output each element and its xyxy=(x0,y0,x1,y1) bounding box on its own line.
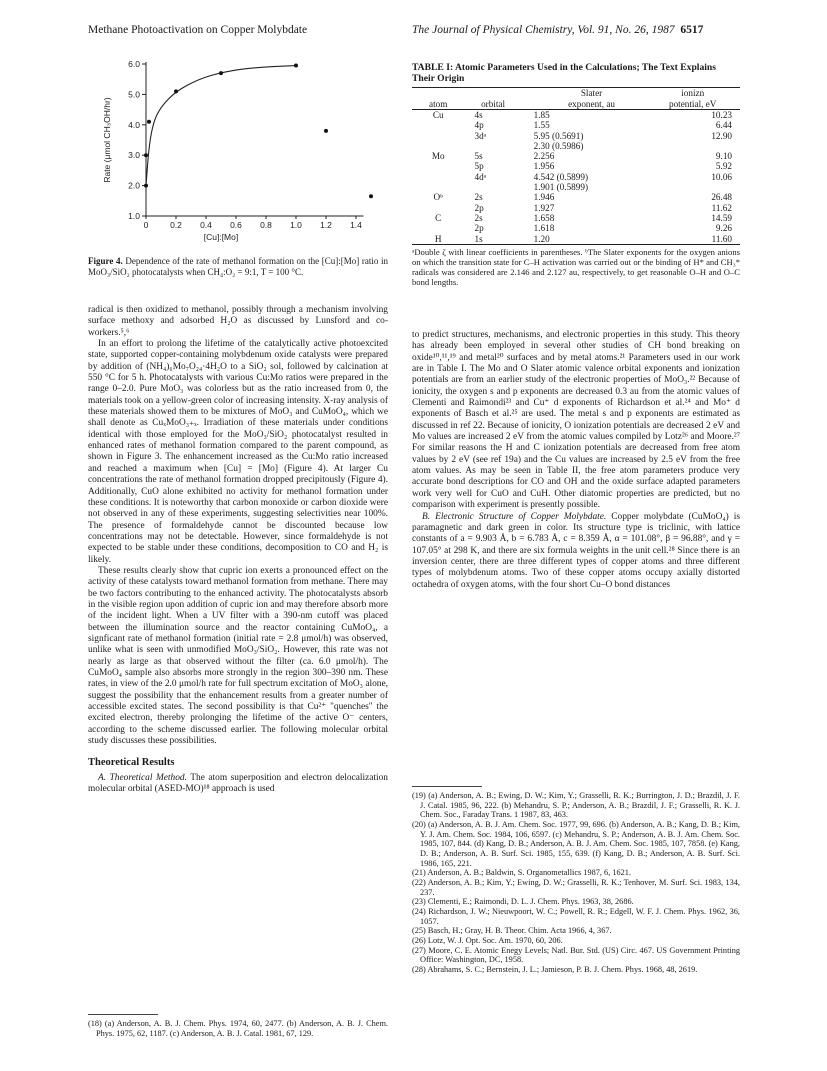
atomic-parameters-table xyxy=(412,87,740,245)
cell-atom xyxy=(412,131,464,141)
data-point xyxy=(147,120,151,124)
running-header-journal xyxy=(412,24,703,36)
cell-orbital: 4p xyxy=(474,120,484,131)
data-point xyxy=(369,194,373,198)
caption-text: Dependence of the rate of methanol formation on the [Cu]:[Mo] ratio in MoO₃/SiO₂ photocatalysts when CH₄:O₂ = 9:1, T = 100 °C. xyxy=(88,256,388,277)
table-row xyxy=(412,234,740,245)
cell-atom xyxy=(412,182,464,192)
header-orbital: orbital xyxy=(464,99,513,110)
figure-4 xyxy=(88,56,388,246)
subsection-text: Copper molybdate (CuMoO₄) is paramagnetic and dark green in color. Its structure type is triclinic, with lattice constants of a = 9.903 Å, b = 6.783 Å, c = 8.359 Å, α = 101.08°, β = 96.88°, and γ = 107.05° at 298 K, and there are six formula weights in the unit cell.²⁸ Since there is an inversion center, there are three different types of copper atoms and three different types of molybdenum atoms. Two of these copper atoms occupy axially distorted octahedra of oxygen atoms, with the four short Cu–O bond distances xyxy=(412,511,741,590)
y-tick-label: 1.0 xyxy=(128,211,140,221)
cell-exponent: 1.618 xyxy=(533,223,555,234)
cell-exponent: 1.901 (0.5899) xyxy=(533,182,589,193)
x-tick-label: 0.6 xyxy=(230,220,242,230)
cell-orbital: 3dᵃ xyxy=(474,130,487,141)
y-axis-label: Rate (μmol CH₃OH/hr) xyxy=(102,97,112,183)
x-axis-label: [Cu]:[Mo] xyxy=(203,232,239,242)
reference: (23) Clementi, E.; Raimondi, D. L. J. Chem. Phys. 1963, 38, 2686. xyxy=(412,897,634,907)
caption-label: Figure 4. xyxy=(88,256,123,266)
right-column-text xyxy=(412,330,740,591)
reference: (26) Lotz, W. J. Opt. Soc. Am. 1970, 60, 206. xyxy=(412,935,563,945)
paragraph xyxy=(412,512,740,591)
table-row xyxy=(412,110,740,121)
cell-ip: 11.60 xyxy=(651,234,740,245)
table-row xyxy=(412,213,740,223)
cell-atom: Cu xyxy=(432,110,444,120)
cell-atom xyxy=(412,120,464,130)
paragraph: These results clearly show that cupric ion exerts a pronounced effect on the activity of these catalysts toward methanol formation from methane. There may be two factors contributing to the enhanced activity. The photocatalysts absorb in the visible region upon addition of cupric ion and may therefore absorb more of the incident light. When a UV filter with a 390-nm cutoff was placed between the illumination source and the reactor containing CuMoO₄, a signficant rate of methanol formation (initial rate = 2.8 μmol/h) was observed, unlike what is seen with unmodified MoO₃/SiO₂. However, this rate was not nearly as large as that observed without the filter (ca. 6.0 μmol/h). The CuMoO₄ sample also absorbs more strongly in the region 300–390 nm. These rates, in view of the 2.0 μmol/h rate for full spectrum excitation of MoO₃ alone, suggest the possibility that the enhancement results from a greater number of accessible excited states. The second possibility is that Cu²⁺ "quenches" the excited electron, thereby prolonging the lifetime of the active O⁻ centers, according to the scheme discussed earlier. The following molecular orbital study discusses these possibilities. xyxy=(88,565,388,747)
paragraph xyxy=(88,773,388,796)
table-1 xyxy=(412,62,740,287)
table-row xyxy=(412,172,740,182)
reference: (20) (a) Anderson, A. B. J. Am. Chem. Soc. 1977, 99, 696. (b) Anderson, A. B.; Kang, D. B.; Kim, Y. J. Am. Chem. Soc. 1984, 106, 6597. (c) Mehandru, S. P.; Anderson, A. B. J. Am. Chem. Soc. 1985, 107, 844. (d) Kang, D. B.; Anderson, A. B. J. Am. Chem. Soc. 1985, 107, 7858. (e) Kang, D. B.; Anderson, A. B. Surf. Sci. 1985, 155, 639. (f) Kang, D. B.; Anderson, A. B. Surf. Sci. 1986, 165, 221. xyxy=(412,819,740,868)
cell-exponent: 1.927 xyxy=(533,202,555,213)
left-column-text xyxy=(88,305,388,795)
reference: (28) Abrahams, S. C.; Bernstein, J. L.; Jamieson, P. B. J. Chem. Phys. 1968, 48, 2619. xyxy=(412,964,698,974)
cell-exponent: 2.30 (0.5986) xyxy=(533,140,584,151)
footnote: (18) (a) Anderson, A. B. J. Chem. Phys. 1974, 60, 2477. (b) Anderson, A. B. J. Chem. Phys. 1975, 62, 1187. (c) Anderson, A. B. J. Catal. 1981, 67, 129. xyxy=(88,1019,388,1038)
page-number: 6517 xyxy=(680,24,704,36)
cell-atom: C xyxy=(435,212,442,223)
cell-exponent: 5.95 (0.5691) xyxy=(533,130,584,141)
cell-exponent: 4.542 (0.5899) xyxy=(533,171,589,182)
x-tick-label: 0 xyxy=(143,220,149,230)
table-row xyxy=(412,223,740,233)
x-tick-label: 0.2 xyxy=(170,220,182,230)
data-point xyxy=(294,64,298,68)
table-footnotes: ᵃDouble ζ with linear coefficients in parentheses. ᵇThe Slater exponents for the oxygen anions on which the transition state for C–H activation was carried out or the binding of H* and CH₃* radicals was considered are 2.146 and 2.127 au, respectively, to get reasonable O–H and O–C bond lengths. xyxy=(412,246,740,287)
cell-orbital: 2s xyxy=(474,212,483,223)
cell-orbital: 4s xyxy=(474,110,483,120)
cell-exponent: 2.256 xyxy=(533,151,555,162)
cell-orbital: 5s xyxy=(474,151,483,162)
cell-atom xyxy=(412,172,464,182)
cell-orbital: 5p xyxy=(474,161,484,172)
y-tick-label: 6.0 xyxy=(128,59,140,69)
figure-4-caption xyxy=(88,256,388,277)
cell-orbital: 2p xyxy=(474,223,484,234)
left-footnotes xyxy=(88,1014,388,1038)
y-tick-label: 2.0 xyxy=(128,180,140,191)
x-tick-label: 1.0 xyxy=(290,220,302,230)
table-row xyxy=(412,161,740,171)
cell-ip: 10.23 xyxy=(711,110,732,120)
reference: (22) Anderson, A. B.; Kim, Y.; Ewing, D. W.; Grasselli, R. K.; Tenhover, M. Surf. Sci. 1983, 134, 237. xyxy=(412,877,740,897)
header-atom: atom xyxy=(412,99,464,110)
header-ionizn: ionizn xyxy=(651,88,740,99)
cell-ip: 9.26 xyxy=(715,223,732,234)
cell-exponent: 1.55 xyxy=(533,120,550,131)
cell-ip: 6.44 xyxy=(715,120,732,131)
subsection-text: The atom superposition and electron delocalization molecular orbital (ASED-MO)¹⁸ approach is used xyxy=(88,772,388,795)
subsection-title: B. Electronic Structure of Copper Molybdate. xyxy=(422,511,607,522)
cell-ip: 9.10 xyxy=(715,151,732,162)
data-point xyxy=(144,184,148,188)
cell-atom: Mo xyxy=(431,151,445,162)
y-ticks xyxy=(128,59,146,221)
section-heading: Theoretical Results xyxy=(88,757,175,769)
cell-exponent: 1.956 xyxy=(533,161,555,172)
cell-ip: 26.48 xyxy=(711,192,732,203)
reference: (19) (a) Anderson, A. B.; Ewing, D. W.; Kim, Y.; Grasselli, R. K.; Burrington, J. D.; Brazdil, J. F. J. Catal. 1985, 96, 222. (b) Mehandru, S. P.; Anderson, A. B.; Brazdil, J. F.; Grasselli, R. K. J. Chem. Soc., Faraday Trans. 1 1987, 83, 463. xyxy=(412,791,740,820)
table-row xyxy=(412,182,740,192)
cell-ip: 14.59 xyxy=(711,212,732,223)
header-exponent: exponent, au xyxy=(514,99,652,110)
table-row xyxy=(412,131,740,141)
paragraph: In an effort to prolong the lifetime of the catalytically active photoexcited state, supported copper-containing molybdenum oxide catalysts were prepared by addition of (NH₄)₆Mo₇O₂₄·4H₂O to a SiO₂ sol, followed by calcination at 550 °C for 5 h. Photocatalysts with various Cu:Mo ratios were prepared in the range 0–2.0. Pure MoO₃ was colorless but as the ratio increased from 0, the materials took on a yellow-green color of increasing intensity. X-ray analysis of these materials showed them to be mixtures of MoO₃ and CuMoO₄, which we shall denote as CuₓMoO₃₊ₓ. Irradiation of these materials under conditions identical with those employed for the MoO₃/SiO₂ photocatalyst resulted in enhanced rates of methanol formation compared to the parent compound, as shown in Figure 3. The enhancement increased as the Cu:Mo ratio increased and reached a maximum when [Cu] = [Mo] (Figure 4). At larger Cu concentrations the rate of methanol formation dropped precipitously (Figure 4). Additionally, CuO alone exhibited no activity for methanol formation under these conditions. It is noteworthy that carbon monoxide or carbon dioxide were not observed in any of these experiments, suggesting selectivities near 100%. The presence of formaldehyde cannot be discounted because low concentrations may not be detectable. However, since formaldehyde is not expected to be stable under these conditions, decomposition to CO and H₂ is likely. xyxy=(88,339,388,565)
right-footnotes xyxy=(412,786,740,974)
reference: (25) Basch, H.; Gray, H. B. Theor. Chim. Acta 1966, 4, 367. xyxy=(412,926,612,936)
data-point xyxy=(174,89,178,93)
x-tick-label: 1.4 xyxy=(350,220,362,230)
header-slater: Slater xyxy=(514,88,652,99)
cell-atom xyxy=(412,223,464,233)
cell-ip: 11.62 xyxy=(711,202,732,213)
cell-orbital: 4dᵃ xyxy=(474,171,487,182)
y-tick-label: 5.0 xyxy=(128,89,140,100)
cell-orbital: 1s xyxy=(464,234,513,245)
reference: (21) Anderson, A. B.; Baldwin, S. Organometallics 1987, 6, 1621. xyxy=(412,868,632,878)
x-tick-label: 0.4 xyxy=(200,220,212,230)
x-tick-label: 1.2 xyxy=(320,220,332,230)
reference: (24) Richardson, J. W.; Nieuwpoort, W. C.; Powell, R. R.; Edgell, W. F. J. Chem. Phys. 1962, 36, 1057. xyxy=(412,906,740,926)
cell-ip: 12.90 xyxy=(711,130,732,141)
table-row xyxy=(412,203,740,213)
cell-exponent: 1.658 xyxy=(533,212,555,223)
cell-ip xyxy=(651,182,740,192)
cell-atom xyxy=(412,203,464,213)
cell-exponent: 1.946 xyxy=(533,192,555,203)
cell-ip: 5.92 xyxy=(715,161,732,172)
cell-orbital xyxy=(464,141,513,151)
cell-ip: 10.06 xyxy=(711,171,732,182)
table-row xyxy=(412,120,740,130)
paragraph: to predict structures, mechanisms, and electronic properties in this study. This theory has already been employed in several other studies of CH bond breaking on oxide¹⁰,¹¹,¹⁹ and metal²⁰ surfaces and by metal atoms.²¹ Parameters used in our work are in Table I. The Mo and O Slater atomic valence orbital exponents and ionization potentials are from an earlier study of the electronic properties of MoO₃.²² Because of ionicity, the oxygen s and p exponents are decreased 0.3 au from the atomic values of Clementi and Raimondi²³ and Cu⁺ d exponents of Richardson et al.²⁴ and Mo⁺ d exponents of Basch et al.²⁵ are used. The metal s and p exponents are estimated as discussed in ref 22. Because of ionicity, O ionization potentials are decreased 2 eV and Mo values are increased 2 eV from the atomic values compiled by Lotz²⁶ and Moore.²⁷ For similar reasons the H and C ionization potentials are decreased from free atom values by 2 eV (see ref 19a) and the Cu values are increased by 2.5 eV from the free atom values. As may be seen in Table II, the free atom parameters produce very accurate bond descriptions for CO and OH and the oxide surface adapted parameters work very well for CuO and CuH. Other diatomic properties are predicted, but no comparison with experiment is presently possible. xyxy=(412,330,740,511)
y-tick-label: 4.0 xyxy=(128,119,140,130)
header-potential: potential, eV xyxy=(651,99,740,110)
table-row xyxy=(412,192,740,202)
paragraph: radical is then oxidized to methanol, possibly through a mechanism involving surface methoxy and adsorbed H₂O as discussed by Lunsford and co-workers.⁵,⁶ xyxy=(88,305,388,338)
x-ticks xyxy=(144,216,363,230)
subsection-title: A. Theoretical Method. xyxy=(98,772,187,783)
data-point xyxy=(324,129,328,133)
table-row xyxy=(412,141,740,151)
cell-atom: H xyxy=(412,234,464,245)
data-point xyxy=(144,153,148,157)
cell-atom xyxy=(412,141,464,151)
figure-4-chart xyxy=(88,56,388,246)
y-tick-label: 3.0 xyxy=(128,150,140,161)
cell-atom: Oᵇ xyxy=(433,192,443,203)
cell-orbital xyxy=(464,182,513,192)
cell-orbital: 2s xyxy=(474,192,483,203)
fit-curve xyxy=(146,66,296,186)
cell-exponent: 1.20 xyxy=(514,234,652,245)
x-tick-label: 0.8 xyxy=(260,220,272,230)
cell-atom xyxy=(412,161,464,171)
table-title: TABLE I: Atomic Parameters Used in the Calculations; The Text Explains Their Origin xyxy=(412,62,716,84)
data-points xyxy=(144,64,373,199)
cell-orbital: 2p xyxy=(474,202,484,213)
journal-citation: The Journal of Physical Chemistry, Vol. 91, No. 26, 1987 xyxy=(412,24,675,36)
cell-ip xyxy=(651,141,740,151)
table-row xyxy=(412,151,740,161)
cell-exponent: 1.85 xyxy=(533,110,550,120)
data-point xyxy=(219,71,223,75)
reference: (27) Moore, C. E. Atomic Enegy Levels; Natl. Bur. Std. (US) Circ. 467. US Government Printing Office: Washington, DC, 1958. xyxy=(412,945,740,965)
running-header-title: Methane Photoactivation on Copper Molybdate xyxy=(88,24,308,36)
